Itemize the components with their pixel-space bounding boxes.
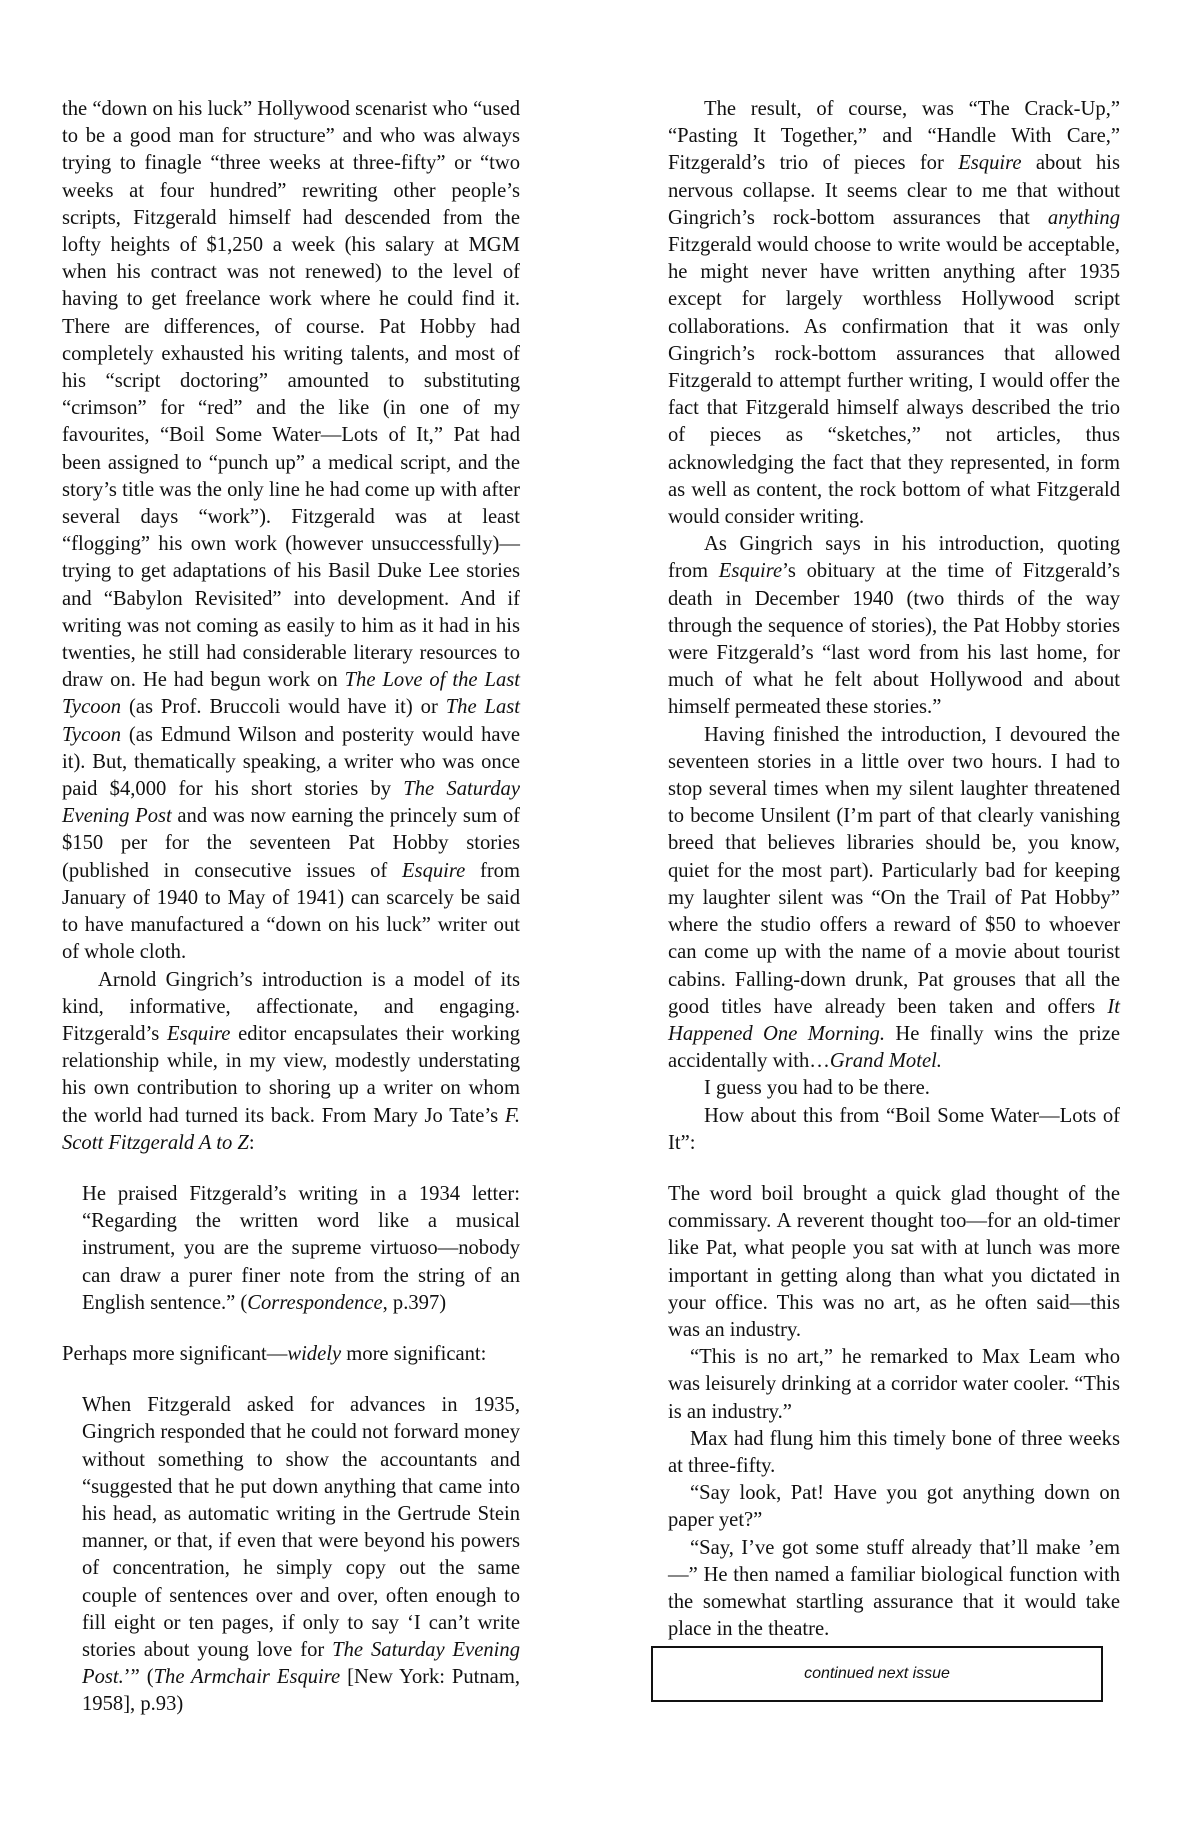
text: Arnold Gingrich’s introduction is a model of its kind, informative, affectionate, and engaging. Fitzgerald’s xyxy=(62,968,520,1045)
paragraph: I guess you had to be there. xyxy=(704,1077,930,1100)
text: ’” ( xyxy=(123,1666,154,1689)
paragraph xyxy=(62,96,520,967)
excerpt-paragraph: The word boil brought a quick glad thought of the commissary. A reverent thought too—for an old-timer like Pat, what people you sat with at lunch was more important in getting along than what you dictated in your office. This was no art, as he often said—this was an industry. xyxy=(668,1182,1120,1341)
story-excerpt xyxy=(668,1181,1120,1643)
excerpt-paragraph: “Say, I’ve got some stuff already that’ll make ’em—” He then named a familiar biological function with the somewhat startling assurance that it would take place in the theatre. xyxy=(668,1536,1120,1641)
book-title: Correspondence xyxy=(247,1291,383,1314)
paragraph: How about this from “Boil Some Water—Lots of It”: xyxy=(668,1104,1120,1154)
text: : xyxy=(248,1131,255,1154)
publication-title: The Saturday Evening Post. xyxy=(82,1638,520,1689)
excerpt-paragraph: “This is no art,” he remarked to Max Leam who was leisurely drinking at a corridor water cooler. “This is an industry.” xyxy=(668,1346,1120,1423)
left-column xyxy=(62,96,520,1743)
text: As Gingrich says in his introduction, quoting from xyxy=(668,533,1120,583)
paragraph xyxy=(668,722,1120,1076)
movie-title: It Happened One Morning. xyxy=(668,995,1120,1045)
emphasis: widely xyxy=(287,1342,342,1365)
text: (as Prof. Bruccoli would have it) or xyxy=(121,696,446,719)
text: editor encapsulates their working relationship while, in my view, modestly understating his own contribution to shoring up a writer on whom the world had turned its back. From Mary Jo Tate’s xyxy=(62,1022,520,1127)
continued-label: continued next issue xyxy=(804,1665,950,1682)
right-column xyxy=(668,96,1120,1643)
book-title: The Armchair Esquire xyxy=(153,1666,341,1689)
continued-next-issue-box xyxy=(651,1646,1103,1702)
paragraph xyxy=(62,1341,520,1368)
text: , p.397) xyxy=(382,1291,447,1314)
text: the “down on his luck” Hollywood scenarist who “used to be a good man for structure” and who was always trying to finagle “three weeks at three-fifty” or “two weeks at four hundred” rewriting other people’s scripts, Fitzgerald himself had descended from the lofty heights of $1,250 a week (his salary at MGM when his contract was not renewed) to the level of having to get freelance work where he could find it. There are differences, of course. Pat Hobby had completely exhausted his writing talents, and most of his “script doctoring” amounted to substituting “crimson” for “red” and the like (in one of my favourites, “Boil Some Water—Lots of It,” Pat had been assigned to “punch up” a medical script, and the story’s title was the only line he had come up with after several days “work”). Fitzgerald was at least “flogging” his own work (however unsuccessfully)—trying to get adaptations of his Basil Duke Lee stories and “Babylon Revisited” into development. And if writing was not coming as easily to him as it had in his twenties, he still had considerable literary resources to draw on. He had begun work on xyxy=(62,98,520,692)
book-title: F. Scott Fitzgerald A to Z xyxy=(62,1104,520,1154)
block-quote xyxy=(82,1181,520,1317)
publication-title: Esquire xyxy=(401,859,466,882)
text: from January of 1940 to May of 1941) can scarcely be said to have manufactured a “down on his luck” writer out of whole cloth. xyxy=(62,859,520,964)
excerpt-paragraph: Max had flung him this timely bone of three weeks at three-fifty. xyxy=(668,1427,1120,1477)
text: Fitzgerald would choose to write would be acceptable, he might never have written anything after 1935 except for largely worthless Hollywood script collaborations. As confirmation that it was only Gingrich’s rock-bottom assurances that allowed Fitzgerald to attempt further writing, I would offer the fact that Fitzgerald himself always described the trio of pieces as “sketches,” not articles, thus acknowledging the fact that they represented, in form as well as content, the rock bottom of what Fitzgerald would consider writing. xyxy=(668,234,1120,529)
publication-title: Esquire xyxy=(958,152,1022,175)
publication-title: Esquire xyxy=(167,1022,231,1045)
text: Perhaps more significant— xyxy=(62,1342,288,1365)
paragraph xyxy=(668,531,1120,721)
text: Having finished the introduction, I devoured the seventeen stories in a little over two hours. I had to stop several times when my silent laughter threatened to become Unsilent (I’m part of that clearly vanishing breed that believes libraries should be, you know, quiet for the most part). Particularly bad for keeping my laughter silent was “On the Trail of Pat Hobby” where the studio offers a reward of $50 to whoever can come up with the name of a movie about tourist cabins. Falling-down drunk, Pat grouses that all the good titles have already been taken and offers xyxy=(668,723,1120,1018)
publication-title: The Saturday Evening Post xyxy=(62,778,520,828)
text: and was now earning the princely sum of $150 per for the seventeen Pat Hobby stories (published in consecutive issues of xyxy=(62,805,520,882)
paragraph xyxy=(62,967,520,1157)
publication-title: Esquire xyxy=(718,560,783,583)
text: about his nervous collapse. It seems clear to me that without Gingrich’s rock-bottom assurances that xyxy=(668,152,1120,229)
movie-title: Grand Motel. xyxy=(829,1050,942,1073)
text: [New York: Putnam, 1958], p.93) xyxy=(82,1666,520,1716)
text: When Fitzgerald asked for advances in 1935, Gingrich responded that he could not forward money without something to show the accountants and “suggested that he put down anything that came into his head, as automatic writing in the Gertrude Stein manner, or that, if even that were beyond his powers of concentration, he simply copy out the same couple of sentences over and over, often enough to fill eight or ten pages, if only to say ‘I can’t write stories about young love for xyxy=(82,1394,520,1661)
paragraph xyxy=(668,96,1120,531)
excerpt-paragraph: “Say look, Pat! Have you got anything down on paper yet?” xyxy=(668,1482,1120,1532)
block-quote xyxy=(82,1392,520,1718)
text: The result, of course, was “The Crack-Up,” “Pasting It Together,” and “Handle With Care,” Fitzgerald’s trio of pieces for xyxy=(668,98,1120,175)
text: (as Edmund Wilson and posterity would have it). But, thematically speaking, a writer who was once paid $4,000 for his short stories by xyxy=(62,723,520,801)
text: ’s obituary at the time of Fitzgerald’s death in December 1940 (two thirds of the way through the sequence of stories), the Pat Hobby stories were Fitzgerald’s “last word from his last home, for much of what he felt about Hollywood and about himself permeated these stories.” xyxy=(668,560,1120,719)
emphasis: anything xyxy=(1047,206,1120,229)
book-title: The Last Tycoon xyxy=(62,696,521,746)
book-title: The Love of the Last Tycoon xyxy=(62,669,520,719)
text: more significant: xyxy=(341,1342,487,1365)
text: He praised Fitzgerald’s writing in a 1934 letter: “Regarding the written word like a musical instrument, you are the supreme virtuoso—nobody can draw a purer finer note from the string of an English sentence.” ( xyxy=(82,1182,520,1314)
text: He finally wins the prize accidentally with… xyxy=(668,1022,1120,1073)
